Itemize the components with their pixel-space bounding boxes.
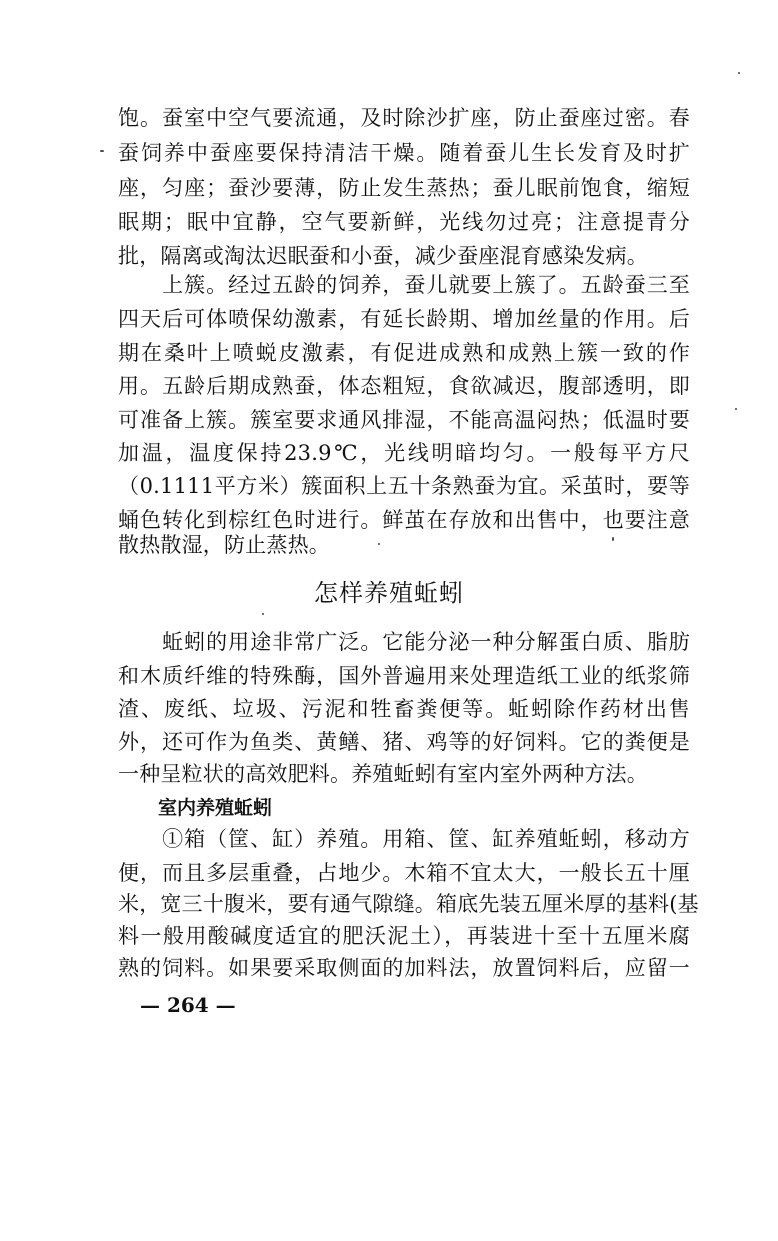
text-line: 和木质纤维的特殊酶，国外普遍用来处理造纸工业的纸浆筛 <box>118 664 690 688</box>
text-line: 可准备上簇。簇室要求通风排湿，不能高温闷热；低温时要 <box>118 408 690 432</box>
page-number: — 264 — <box>140 993 236 1017</box>
text-line: 用。五龄后期成熟蚕，体态粗短，食欲减迟，腹部透明，即 <box>118 374 690 398</box>
text-line: 便，而且多层重叠，占地少。木箱不宜太大，一般长五十厘 <box>118 861 690 885</box>
text-line: 蚯蚓的用途非常广泛。它能分泌一种分解蛋白质、脂肪 <box>118 630 690 654</box>
text-line: 外，还可作为鱼类、黄鳝、猪、鸡等的好饲料。它的粪便是 <box>118 730 690 754</box>
text-line: 散热散湿，防止蒸热。 <box>118 533 330 557</box>
section-heading: 怎样养殖蚯蚓 <box>314 579 464 607</box>
text-line: 座，匀座；蚕沙要薄，防止发生蒸热；蚕儿眠前饱食，缩短 <box>118 176 690 200</box>
text-line: 饱。蚕室中空气要流通，及时除沙扩座，防止蚕座过密。春 <box>118 106 690 130</box>
subsection-heading: 室内养殖蚯蚓 <box>158 797 273 819</box>
scan-speck <box>100 150 104 152</box>
text-line: 加温，温度保持23.9℃，光线明暗均匀。一般每平方尺 <box>118 441 690 465</box>
text-line: 眠期；眠中宜静，空气要新鲜，光线勿过亮；注意提青分 <box>118 210 690 234</box>
scan-speck <box>262 613 264 615</box>
text-line: 一种呈粒状的高效肥料。养殖蚯蚓有室内室外两种方法。 <box>118 762 648 786</box>
scan-speck <box>738 72 740 74</box>
text-line: 蛹色转化到棕红色时进行。鲜茧在存放和出售中，也要注意 <box>118 508 690 532</box>
text-line: 蚕饲养中蚕座要保持清洁干燥。随着蚕儿生长发育及时扩 <box>118 141 690 165</box>
scan-speck <box>612 537 614 541</box>
text-line: 熟的饲料。如果要采取侧面的加料法，放置饲料后，应留一 <box>118 956 690 980</box>
text-line: 料一般用酸碱度适宜的肥沃泥土），再装进十至十五厘米腐 <box>118 924 690 948</box>
scan-speck <box>735 408 737 410</box>
text-line: 批，隔离或淘汰迟眠蚕和小蚕，减少蚕座混育感染发病。 <box>118 244 648 268</box>
text-line: 上簇。经过五龄的饲养，蚕儿就要上簇了。五龄蚕三至 <box>118 273 690 297</box>
text-line: 渣、废纸、垃圾、污泥和牲畜粪便等。蚯蚓除作药材出售 <box>118 697 690 721</box>
text-line: 米，宽三十腹米，要有通气隙缝。箱底先装五厘米厚的基料(基 <box>118 892 699 916</box>
text-line: 四天后可体喷保幼激素，有延长龄期、增加丝量的作用。后 <box>118 307 690 331</box>
text-line: ①箱（筐、缸）养殖。用箱、筐、缸养殖蚯蚓，移动方 <box>118 827 690 851</box>
scan-speck <box>378 543 380 545</box>
text-line: 期在桑叶上喷蜕皮激素，有促进成熟和成熟上簇一致的作 <box>118 341 690 365</box>
text-line: （0.1111平方米）簇面积上五十条熟蚕为宜。采茧时，要等 <box>118 474 690 498</box>
